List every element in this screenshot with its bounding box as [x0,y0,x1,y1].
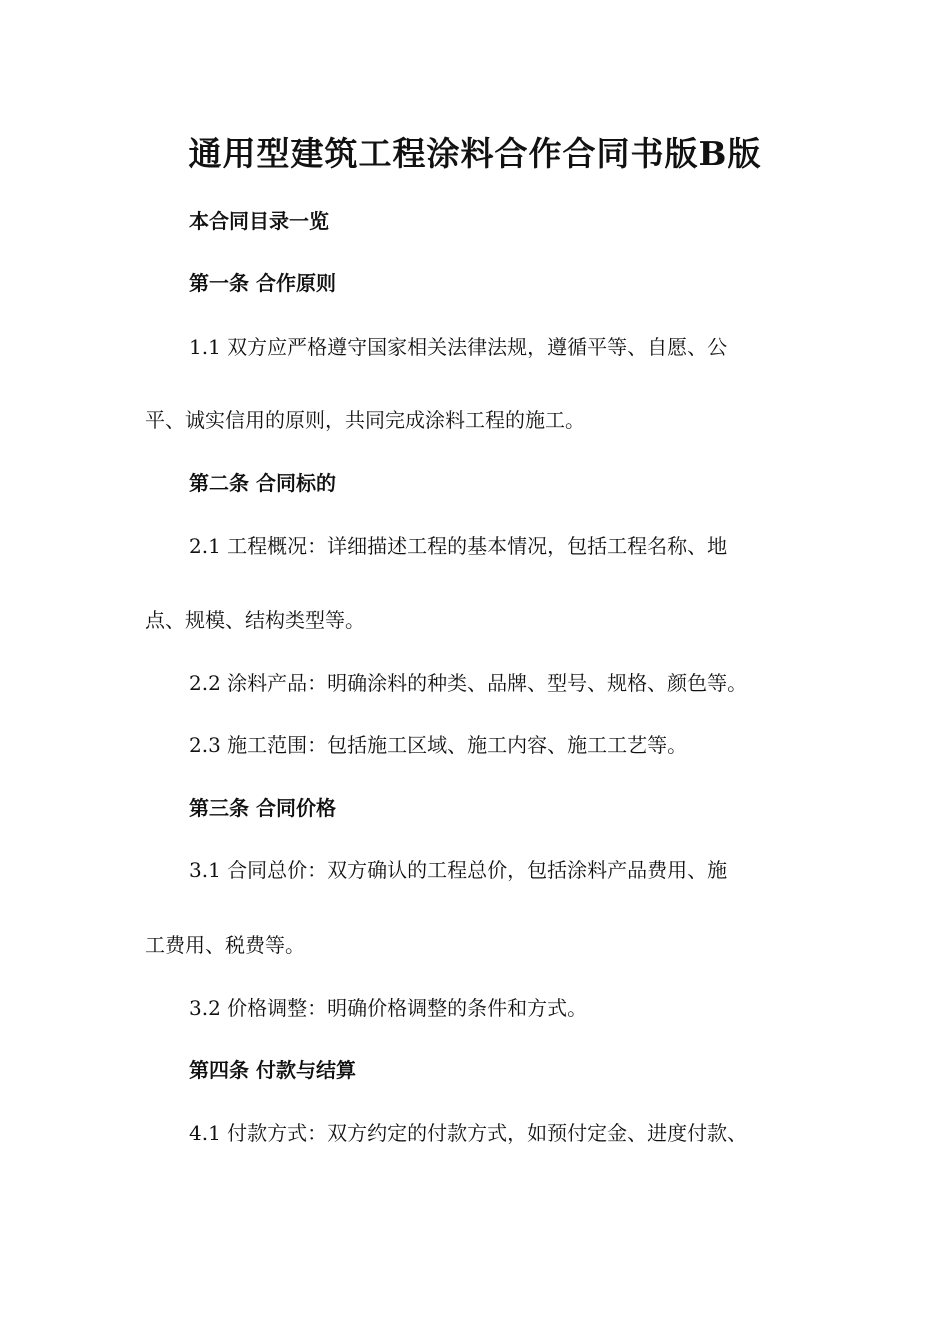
clause-4-1-line-1: 4.1 付款方式：双方约定的付款方式，如预付定金、进度付款、 [189,1121,748,1145]
clause-3-1-line-1: 3.1 合同总价：双方确认的工程总价，包括涂料产品费用、施 [189,858,728,882]
document-title: 通用型建筑工程涂料合作合同书版B版 [188,134,762,173]
clause-3-2: 3.2 价格调整：明确价格调整的条件和方式。 [189,996,588,1020]
clause-3-1-line-2: 工费用、税费等。 [145,933,305,957]
clause-2-2: 2.2 涂料产品：明确涂料的种类、品牌、型号、规格、颜色等。 [189,671,748,695]
article-3-heading: 第三条 合同价格 [189,796,336,820]
clause-2-3: 2.3 施工范围：包括施工区域、施工内容、施工工艺等。 [189,733,688,757]
clause-2-1-line-2: 点、规模、结构类型等。 [145,608,365,632]
toc-heading: 本合同目录一览 [189,209,329,233]
article-2-heading: 第二条 合同标的 [189,471,336,495]
clause-2-1-line-1: 2.1 工程概况：详细描述工程的基本情况，包括工程名称、地 [189,534,728,558]
clause-1-1-line-2: 平、诚实信用的原则，共同完成涂料工程的施工。 [145,408,585,432]
clause-1-1-line-1: 1.1 双方应严格遵守国家相关法律法规，遵循平等、自愿、公 [189,335,728,359]
article-4-heading: 第四条 付款与结算 [189,1058,356,1082]
article-1-heading: 第一条 合作原则 [189,271,336,295]
